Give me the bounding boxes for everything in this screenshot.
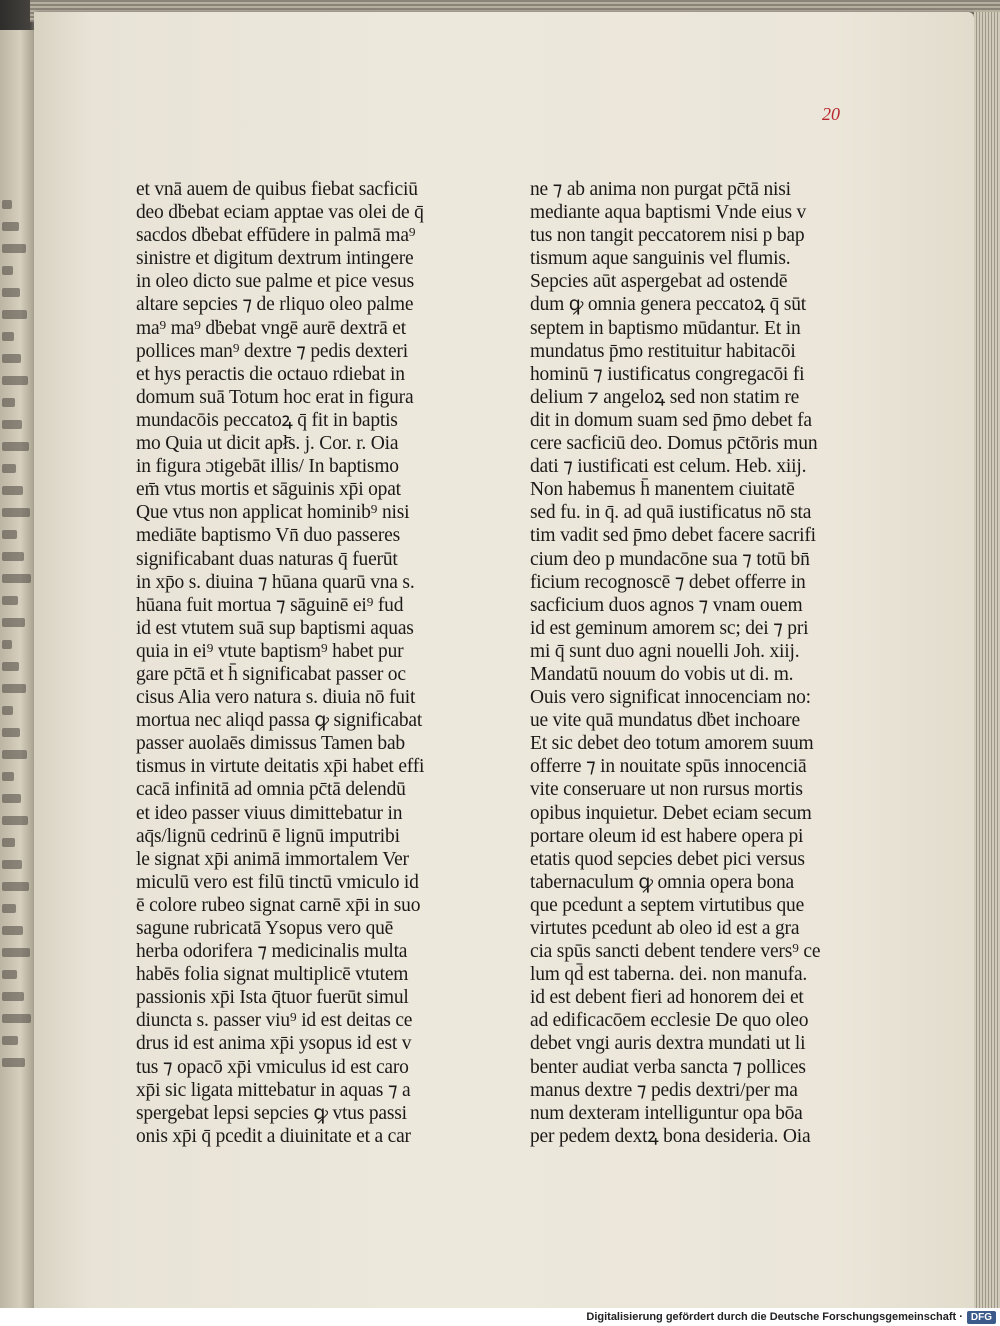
text-line: sagune rubricatā Ysopus vero quē: [136, 918, 394, 939]
page-stack-edge: [974, 12, 1000, 1308]
text-line: passer auolaēs dimissus Tamen bab: [136, 733, 405, 755]
text-line: per pedem dextꝝ bona desideria. Oia: [530, 1125, 811, 1147]
previous-page-text-fragment: [2, 728, 20, 737]
text-line: lum qd̄ est taberna. dei. non manufa.: [530, 964, 808, 986]
previous-page-text-fragment: [2, 376, 28, 385]
text-line: altare sepcies ⁊ de rliquo oleo palme: [136, 294, 414, 316]
text-line: sacdos dḃebat effūdere in palmā ma⁹: [136, 225, 416, 247]
previous-page-text-fragment: [2, 948, 30, 957]
text-line: offerre ⁊ in nouitate spūs innocenciā: [530, 756, 807, 778]
text-line: cisus Alia vero natura s. diuia nō fuit: [136, 687, 416, 709]
previous-page-text-fragment: [2, 464, 16, 473]
previous-page-text-fragment: [2, 596, 18, 605]
text-line: tim vadit sed p̄mo debet facere sacrifi: [530, 525, 816, 547]
text-line: passionis xp̄i Ista q̄tuor fuerūt simul: [136, 987, 409, 1009]
text-line: ue vite quā mundatus dḃet inchoare: [530, 710, 800, 732]
previous-page-text-fragment: [2, 772, 14, 781]
text-line: et hys peractis die octauo rdiebat in: [136, 363, 405, 385]
text-line: in xp̄o s. diuina ⁊ hūana quarū vna s.: [136, 571, 415, 593]
previous-page-text-fragment: [2, 706, 13, 715]
text-line: virtutes pcedunt ab oleo id est a gra: [530, 918, 800, 939]
previous-page-text-fragment: [2, 310, 27, 319]
text-line: ad edificacōem ecclesie De quo oleo: [530, 1010, 809, 1032]
text-line: portare oleum id est habere opera pi: [530, 825, 804, 847]
text-line: cium deo p mundacōne sua ⁊ totū bn̄: [530, 548, 810, 570]
text-line: id est geminum amorem sc; dei ⁊ pri: [530, 617, 809, 639]
previous-page-text-fragment: [2, 970, 17, 979]
folio-number: 20: [822, 104, 840, 124]
text-line: miculū vero est filū tinctū vmiculo id: [136, 871, 419, 893]
text-line: in figura ɔtigebāt illis/ In baptismo: [136, 456, 399, 478]
text-line: ficium recognoscē ⁊ debet offerre in: [530, 571, 806, 593]
dfg-logo: DFG: [967, 1311, 996, 1324]
text-line: diuncta s. passer viu⁹ id est deitas ce: [136, 1010, 413, 1032]
previous-page-text-fragment: [2, 288, 20, 297]
text-line: in oleo dicto sue palme et pice vesus: [136, 271, 414, 293]
text-line: sacficium duos agnos ⁊ vnam ouem: [530, 594, 803, 616]
text-line: tismum aque sanguinis vel flumis.: [530, 248, 791, 270]
text-line: significabant duas naturas q̄ fuerūt: [136, 548, 398, 570]
text-line: deo dḃebat eciam apptae vas olei de q̄: [136, 202, 424, 224]
text-line: cia spūs sancti debent tendere vers⁹ ce: [530, 941, 821, 963]
previous-page-text-fragment: [2, 200, 12, 209]
text-line: hominū ⁊ iustificatus congregacōi fi: [530, 363, 805, 385]
previous-page-text-fragment: [2, 904, 16, 913]
text-line: dum ꝙ omnia genera peccatoꝝ q̄ sūt: [530, 294, 806, 316]
previous-page-text-fragment: [2, 882, 29, 891]
text-line: gare pc̄tā et h̄ significabat passer oc: [136, 663, 406, 685]
previous-page-text-fragment: [2, 420, 22, 429]
previous-page-text-fragment: [2, 574, 31, 583]
text-line: ne ⁊ ab anima non purgat pc̄tā nisi: [530, 179, 791, 200]
previous-page-text-fragment: [2, 816, 28, 825]
text-line: le signat xp̄i animā immortalem Ver: [136, 848, 409, 870]
text-line: Ouis vero significat innocenciam no:: [530, 687, 811, 709]
text-line: herba odorifera ⁊ medicinalis multa: [136, 941, 408, 963]
text-line: Mandatū nouum do vobis ut di. m.: [530, 663, 794, 685]
text-line: sinistre et digitum dextrum intingere: [136, 248, 414, 270]
text-line: ma⁹ ma⁹ dḃebat vngē aurē dextrā et: [136, 317, 406, 339]
previous-page-text-fragment: [2, 1014, 31, 1023]
text-line: et ideo passer viuus dimittebatur in: [136, 802, 403, 824]
text-line: em̄ vtus mortis et sāguinis xp̄i opat: [136, 479, 401, 501]
text-line: Que vtus non applicat hominib⁹ nisi: [136, 502, 410, 524]
text-line: aq̄s/lignū cedrinū ē lignū imputribi: [136, 825, 400, 847]
text-line: opibus inquietur. Debet eciam secum: [530, 802, 812, 824]
previous-page-text-fragment: [2, 332, 14, 341]
text-line: que pcedunt a septem virtutibus que: [530, 894, 805, 916]
text-line: mundacōis peccatoꝝ q̄ fit in baptis: [136, 409, 398, 431]
text-line: domum suā Totum hoc erat in figura: [136, 386, 414, 408]
text-line: drus id est anima xp̄i ysopus id est v: [136, 1033, 412, 1055]
previous-page-text-fragment: [2, 398, 15, 407]
text-line: mediāte baptismo Vn̄ duo passeres: [136, 525, 401, 547]
text-line: tus ⁊ opacō xp̄i vmiculus id est caro: [136, 1056, 409, 1078]
text-line: vite conseruare ut non rursus mortis: [530, 779, 803, 801]
previous-page-text-fragment: [2, 354, 21, 363]
text-line: mediante aqua baptismi Vnde eius v: [530, 202, 807, 224]
text-line: dati ⁊ iustificati est celum. Heb. xiij.: [530, 456, 807, 478]
previous-page-text-fragment: [2, 794, 21, 803]
text-line: cacā infinitā ad omnia pc̄tā delendū: [136, 779, 406, 801]
text-line: benter audiat verba sancta ⁊ pollices: [530, 1056, 806, 1078]
text-line: etatis quod sepcies debet pici versus: [530, 848, 805, 870]
text-line: num dexteram intelliguntur opa bōa: [530, 1102, 803, 1124]
text-line: manus dextre ⁊ pedis dextri/per ma: [530, 1079, 798, 1101]
text-line: tus non tangit peccatorem nisi p bap: [530, 225, 805, 247]
text-line: mi q̄ sunt duo agni nouelli Joh. xiij.: [530, 640, 800, 662]
text-line: hūana fuit mortua ⁊ sāguinē ei⁹ fud: [136, 594, 404, 616]
left-column: [136, 178, 461, 1148]
text-line: sed fu. in q̄. ad quā iustificatus nō sta: [530, 502, 812, 524]
text-line: quia in ei⁹ vtute baptism⁹ habet pur: [136, 640, 404, 662]
right-column: [530, 178, 850, 1148]
previous-page-text-fragment: [2, 508, 30, 517]
text-line: mortua nec aliqd passa ꝙ significabat: [136, 710, 423, 732]
text-line: Non habemus h̄ manentem ciuitatē: [530, 479, 795, 501]
text-line: pollices man⁹ dextre ⁊ pedis dexteri: [136, 340, 408, 362]
previous-page-text-fragment: [2, 530, 17, 539]
text-line: debet vngi auris dextra mundati ut li: [530, 1033, 806, 1055]
previous-page-text-fragment: [2, 860, 22, 869]
previous-page-text-fragment: [2, 684, 26, 693]
previous-page-text-fragment: [2, 486, 23, 495]
text-line: et vnā auem de quibus fiebat sacficiū: [136, 179, 418, 200]
text-line: mo Quia ut dicit apł̄s. j. Cor. r. Oia: [136, 433, 399, 455]
previous-page-edge: [0, 30, 34, 1308]
text-line: delium ⁊ angeloꝝ sed non statim re: [530, 386, 800, 408]
previous-page-text-fragment: [2, 1058, 25, 1067]
text-line: Et sic debet deo totum amorem suum: [530, 733, 814, 755]
footer-credit: Digitalisierung gefördert durch die Deutsche Forschungsgemeinschaft ·: [586, 1311, 963, 1323]
previous-page-text-fragment: [2, 266, 13, 275]
text-line: tismus in virtute deitatis xp̄i habet effi: [136, 756, 425, 778]
text-line: cere sacficiū deo. Domus pc̄tōris mun: [530, 433, 818, 455]
text-line: xp̄i sic ligata mittebatur in aquas ⁊ a: [136, 1079, 411, 1101]
previous-page-text-fragment: [2, 926, 23, 935]
text-line: ē colore rubeo signat carnē xp̄i in suo: [136, 894, 421, 916]
previous-page-text-fragment: [2, 992, 24, 1001]
text-line: dit in domum suam sed p̄mo debet fa: [530, 409, 812, 431]
previous-page-text-fragment: [2, 222, 19, 231]
text-line: septem in baptismo mūdantur. Et in: [530, 317, 801, 339]
previous-page-text-fragment: [2, 618, 25, 627]
text-line: id est debent fieri ad honorem dei et: [530, 987, 804, 1009]
text-line: onis xp̄i q̄ pcedit a diuinitate et a car: [136, 1125, 411, 1147]
text-line: id est vtutem suā sup baptismi aquas: [136, 617, 414, 639]
previous-page-text-fragment: [2, 662, 19, 671]
text-line: spergebat lepsi sepcies ꝙ vtus passi: [136, 1102, 407, 1124]
previous-page-text-fragment: [2, 750, 27, 759]
previous-page-text-fragment: [2, 244, 26, 253]
previous-page-text-fragment: [2, 442, 29, 451]
previous-page-text-fragment: [2, 838, 15, 847]
text-line: mundatus p̄mo restituitur habitacōi: [530, 340, 796, 362]
text-line: Sepcies aūt aspergebat ad ostendē: [530, 271, 788, 293]
footer-bar: [0, 1308, 1000, 1326]
text-line: tabernaculum ꝙ omnia opera bona: [530, 871, 795, 893]
text-line: habēs folia signat multiplicē vtutem: [136, 964, 409, 986]
previous-page-text-fragment: [2, 640, 12, 649]
previous-page-text-fragment: [2, 552, 24, 561]
previous-page-text-fragment: [2, 1036, 18, 1045]
